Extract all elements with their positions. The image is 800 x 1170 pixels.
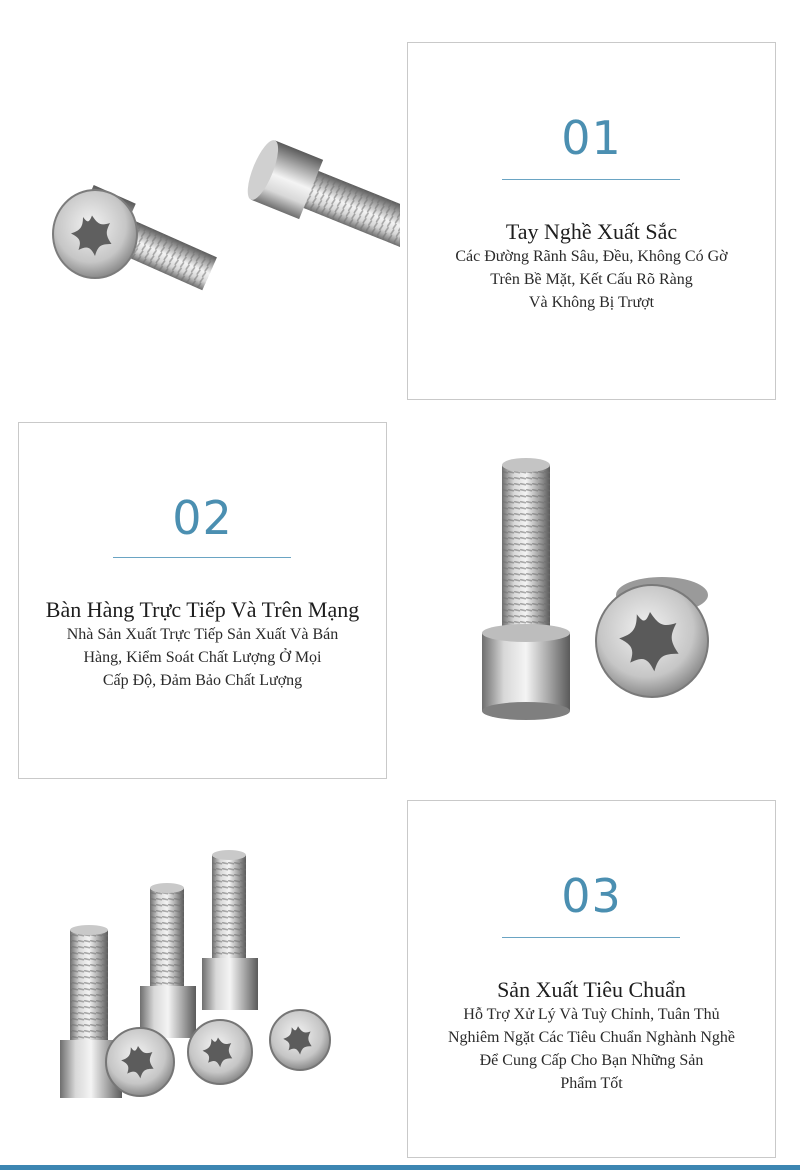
two-torx-screws-photo [0, 0, 400, 400]
feature-card-03 [407, 800, 776, 1158]
feature-title: Sản Xuất Tiêu Chuẩn [497, 977, 686, 1002]
description-line: Hỗ Trợ Xử Lý Và Tuỳ Chỉnh, Tuân Thủ [463, 1006, 720, 1023]
description-line: Nghiêm Ngặt Các Tiêu Chuẩn Nghành Nghề [447, 1029, 736, 1046]
accent-divider [113, 557, 291, 558]
description-line: Trên Bề Mặt, Kết Cấu Rõ Ràng [490, 271, 693, 288]
description-line: Hàng, Kiểm Soát Chất Lượng Ở Mọi [83, 649, 322, 666]
feature-card-02 [18, 422, 387, 779]
feature-description [408, 1003, 775, 1095]
accent-divider [502, 937, 680, 938]
group-torx-screws-photo [0, 790, 400, 1165]
screw-right-image [242, 137, 400, 262]
feature-description [19, 623, 386, 692]
description-line: Để Cung Cấp Cho Bạn Những Sản [479, 1052, 704, 1069]
screw-head-image [596, 577, 708, 697]
description-line: Cấp Độ, Đảm Bảo Chất Lượng [102, 672, 303, 689]
description-line: Các Đường Rãnh Sâu, Đều, Không Có Gờ [455, 248, 728, 265]
single-torx-screw-photo [400, 405, 800, 785]
screw-back-image [202, 850, 258, 1010]
screw-head-front-1 [106, 1028, 174, 1096]
description-line: Nhà Sản Xuất Trực Tiếp Sản Xuất Và Bán [66, 626, 339, 643]
screw-middle-image [140, 883, 196, 1038]
standing-screw-image [482, 458, 570, 720]
feature-card-01 [407, 42, 776, 400]
feature-number: 03 [561, 869, 622, 923]
screw-head-front-3 [270, 1010, 330, 1070]
feature-number: 02 [172, 491, 233, 545]
bottom-accent-bar [0, 1165, 800, 1170]
screw-head-front-2 [188, 1020, 252, 1084]
feature-number: 01 [561, 111, 622, 165]
description-line: Phẩm Tốt [560, 1075, 623, 1092]
feature-title: Bàn Hàng Trực Tiếp Và Trên Mạng [45, 597, 360, 622]
accent-divider [502, 179, 680, 180]
description-line: Và Không Bị Trượt [528, 294, 655, 311]
feature-description [408, 245, 775, 314]
feature-title: Tay Nghề Xuất Sắc [505, 219, 678, 244]
